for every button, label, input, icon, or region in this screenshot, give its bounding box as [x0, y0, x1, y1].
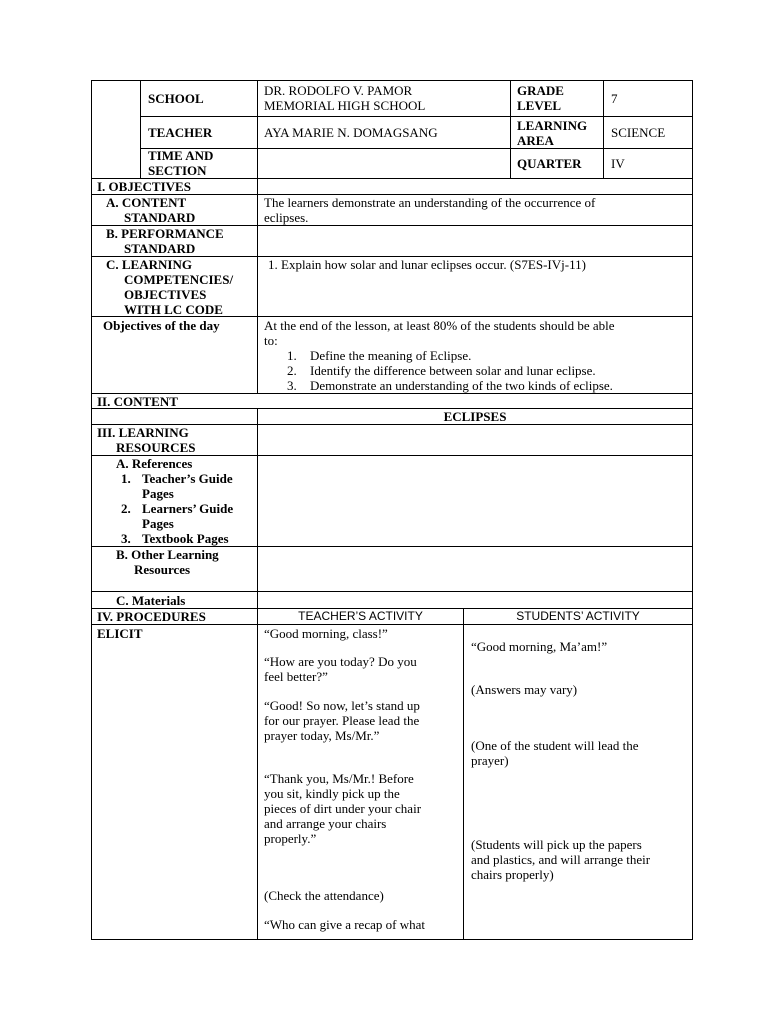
teacher-label: TEACHER [148, 125, 213, 140]
student-line: and plastics, and will arrange their [471, 852, 651, 867]
objectives-day-item: 2. Identify the difference between solar and lunar eclipse. [287, 363, 596, 378]
competencies-label: C. LEARNING [106, 257, 192, 272]
competencies-label: COMPETENCIES/ [124, 272, 234, 287]
teacher-line: “How are you today? Do you [264, 654, 417, 669]
content-standard-label: A. CONTENT [106, 195, 187, 210]
teacher-line: “Good! So now, let’s stand up [264, 698, 420, 713]
grade-level-label: GRADE [517, 83, 564, 98]
objectives-day-intro: to: [264, 333, 278, 348]
teacher-value: AYA MARIE N. DOMAGSANG [264, 125, 438, 140]
reference-item: 1. Teacher’s Guide [121, 471, 233, 486]
student-line: (Students will pick up the papers [471, 837, 642, 852]
objectives-day-item: 1. Define the meaning of Eclipse. [287, 348, 472, 363]
materials-label: C. Materials [116, 593, 186, 608]
objectives-day-item: 3. Demonstrate an understanding of the two kinds of eclipse. [287, 378, 613, 393]
reference-item: Pages [142, 516, 174, 531]
student-line: (One of the student will lead the [471, 738, 639, 753]
learning-area-label: AREA [517, 133, 554, 148]
teacher-line: (Check the attendance) [264, 888, 384, 903]
teacher-line: “Who can give a recap of what [264, 917, 425, 932]
student-line: chairs properly) [471, 867, 554, 882]
school-value: MEMORIAL HIGH SCHOOL [264, 98, 426, 113]
grade-level-value: 7 [611, 91, 618, 106]
content-standard-value: The learners demonstrate an understanding of the occurrence of [264, 195, 596, 210]
teacher-activity-header: TEACHER’S ACTIVITY [298, 609, 423, 623]
objectives-title: I. OBJECTIVES [97, 179, 191, 194]
teacher-line: you sit, kindly pick up the [264, 786, 400, 801]
content-title: II. CONTENT [97, 394, 178, 409]
student-line: “Good morning, Ma’am!” [471, 639, 608, 654]
competencies-label: WITH LC CODE [124, 302, 223, 317]
quarter-label: QUARTER [517, 156, 582, 171]
teacher-line: prayer today, Ms/Mr.” [264, 728, 380, 743]
student-line: (Answers may vary) [471, 682, 578, 697]
learning-area-value: SCIENCE [611, 125, 666, 140]
references-label: A. References [116, 456, 193, 471]
time-section-label: TIME AND [148, 148, 214, 163]
teacher-line: “Thank you, Ms/Mr.! Before [264, 771, 414, 786]
time-section-label: SECTION [148, 163, 207, 178]
teacher-line: pieces of dirt under your chair [264, 801, 422, 816]
reference-item: Pages [142, 486, 174, 501]
competencies-label: OBJECTIVES [124, 287, 207, 302]
teacher-line: properly.” [264, 831, 317, 846]
teacher-line: “Good morning, class!” [264, 626, 388, 641]
content-standard-value: eclipses. [264, 210, 309, 225]
school-label: SCHOOL [148, 91, 204, 106]
other-resources-label: B. Other Learning [116, 547, 219, 562]
resources-title: III. LEARNING [97, 425, 189, 440]
other-resources-label: Resources [134, 562, 191, 577]
performance-standard-label: B. PERFORMANCE [106, 226, 224, 241]
reference-item: 2. Learners’ Guide [121, 501, 234, 516]
student-line: prayer) [471, 753, 509, 768]
reference-item: 3. Textbook Pages [121, 531, 229, 546]
school-value: DR. RODOLFO V. PAMOR [264, 83, 413, 98]
objectives-day-label: Objectives of the day [103, 318, 220, 333]
resources-title: RESOURCES [116, 440, 196, 455]
objectives-day-intro: At the end of the lesson, at least 80% of the students should be able [264, 318, 615, 333]
teacher-line: for our prayer. Please lead the [264, 713, 420, 728]
teacher-line: and arrange your chairs [264, 816, 387, 831]
teacher-line: feel better?” [264, 669, 328, 684]
quarter-value: IV [611, 156, 625, 171]
procedures-title: IV. PROCEDURES [97, 609, 206, 624]
competencies-value: 1. Explain how solar and lunar eclipses occur. (S7ES-IVj-11) [268, 257, 586, 272]
learning-area-label: LEARNING [517, 118, 588, 133]
students-activity-header: STUDENTS’ ACTIVITY [516, 609, 640, 623]
content-standard-label: STANDARD [124, 210, 196, 225]
content-topic: ECLIPSES [443, 409, 507, 424]
performance-standard-label: STANDARD [124, 241, 196, 256]
grade-level-label: LEVEL [517, 98, 562, 113]
elicit-label: ELICIT [97, 626, 143, 641]
